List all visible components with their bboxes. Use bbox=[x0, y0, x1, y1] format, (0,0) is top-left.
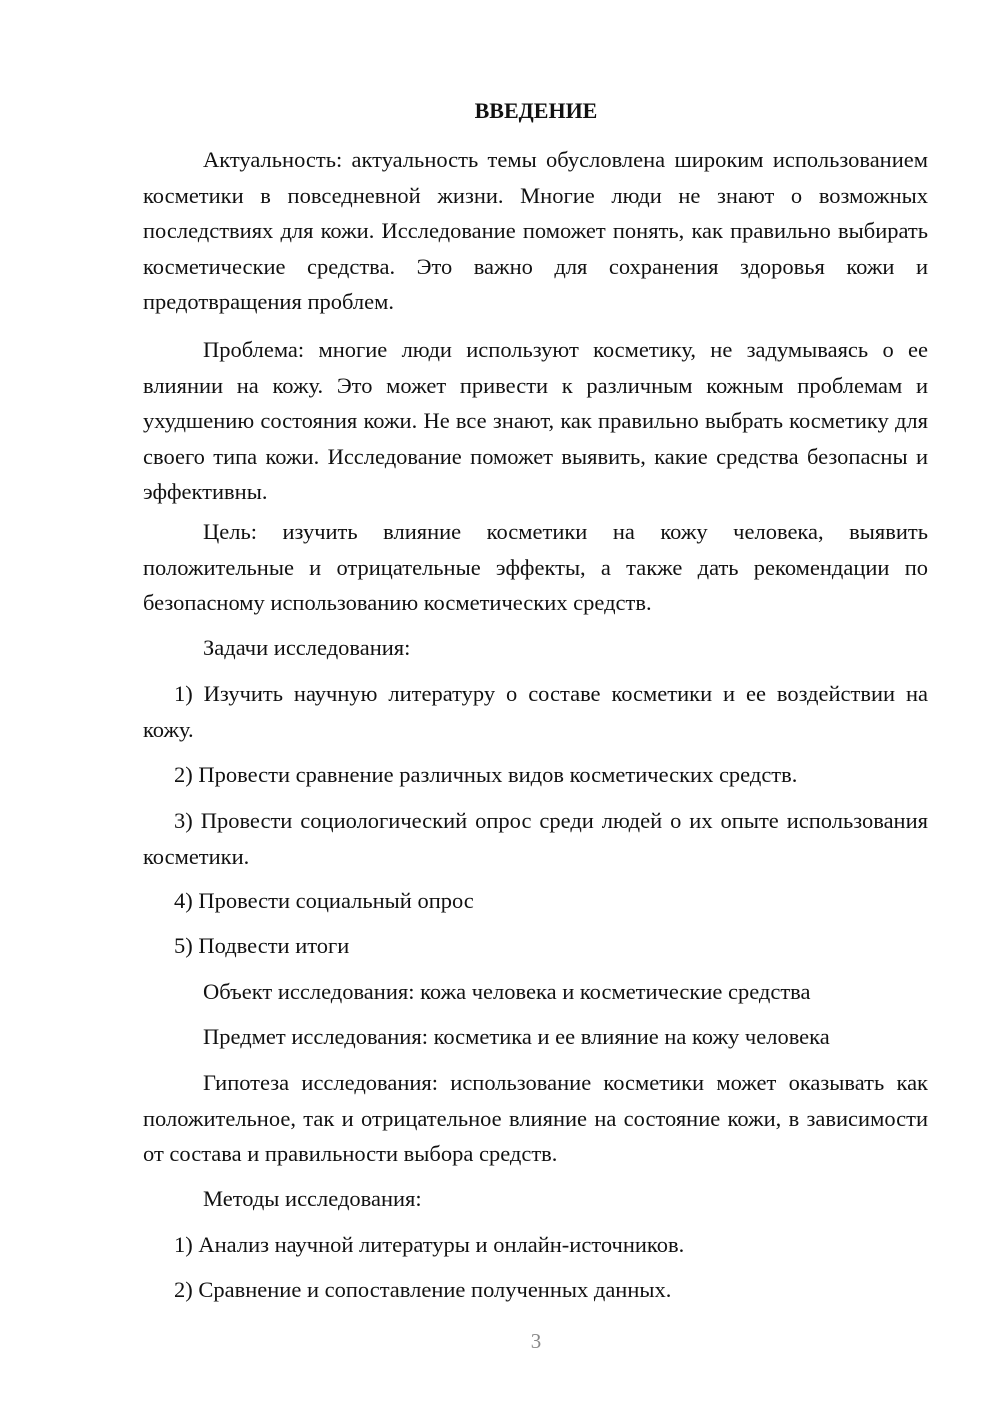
paragraph-problem: Проблема: многие люди используют косметику, не задумываясь о ее влиянии на кожу. Это может привести к различным кожным проблемам и ухудшению состояния кожи. Не все знают, как правильно выбрать косметику для своего типа кожи. Исследование поможет выявить, какие средства безопасны и эффективны. bbox=[143, 337, 928, 504]
paragraph-subject: Предмет исследования: косметика и ее влияние на кожу человека bbox=[203, 1024, 830, 1049]
paragraph-methods-title: Методы исследования: bbox=[203, 1186, 422, 1211]
paragraph-relevance: Актуальность: актуальность темы обусловлена широким использованием косметики в повседневной жизни. Многие люди не знают о возможных последствиях для кожи. Исследование поможет понять, как правильно выбирать косметические средства. Это важно для сохранения здоровья кожи и предотвращения проблем. bbox=[143, 147, 928, 314]
section-heading: ВВЕДЕНИЕ bbox=[474, 98, 598, 123]
task-item-1: 1) Изучить научную литературу о составе косметики и ее воздействии на кожу. bbox=[143, 681, 928, 742]
paragraph-goal: Цель: изучить влияние косметики на кожу человека, выявить положительные и отрицательные эффекты, а также дать рекомендации по безопасному использованию косметических средств. bbox=[143, 519, 928, 615]
paragraph-hypothesis: Гипотеза исследования: использование косметики может оказывать как положительное, так и отрицательное влияние на состояние кожи, в зависимости от состава и правильности выбора средств. bbox=[143, 1070, 928, 1166]
task-item-2: 2) Провести сравнение различных видов косметических средств. bbox=[174, 762, 798, 787]
paragraph-object: Объект исследования: кожа человека и косметические средства bbox=[203, 979, 811, 1004]
method-item-2: 2) Сравнение и сопоставление полученных данных. bbox=[174, 1277, 672, 1302]
task-item-5: 5) Подвести итоги bbox=[174, 933, 350, 958]
task-item-4: 4) Провести социальный опрос bbox=[174, 888, 474, 913]
paragraph-tasks-title: Задачи исследования: bbox=[203, 635, 411, 660]
method-item-1: 1) Анализ научной литературы и онлайн-источников. bbox=[174, 1232, 685, 1257]
task-item-3: 3) Провести социологический опрос среди людей о их опыте использования косметики. bbox=[143, 808, 928, 869]
page-number: 3 bbox=[530, 1329, 542, 1353]
